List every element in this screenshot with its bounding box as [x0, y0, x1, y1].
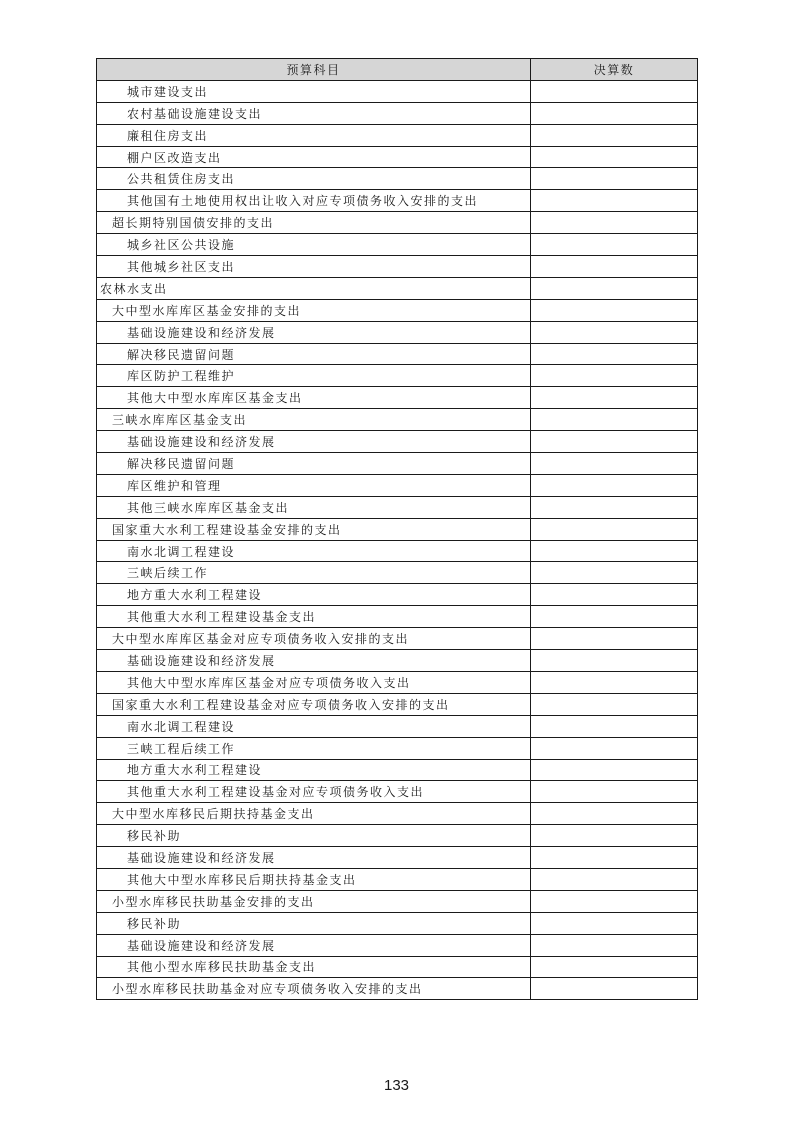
final-amount-cell [531, 234, 698, 256]
budget-subject-cell: 廉租住房支出 [97, 124, 531, 146]
budget-subject-cell: 大中型水库库区基金安排的支出 [97, 299, 531, 321]
budget-subject-cell: 三峡工程后续工作 [97, 737, 531, 759]
final-amount-cell [531, 453, 698, 475]
table-row [97, 102, 698, 124]
final-amount-cell [531, 321, 698, 343]
table-row [97, 606, 698, 628]
final-amount-cell [531, 715, 698, 737]
final-amount-cell [531, 277, 698, 299]
budget-subject-cell: 其他城乡社区支出 [97, 256, 531, 278]
table-row [97, 584, 698, 606]
final-amount-cell [531, 299, 698, 321]
final-amount-cell [531, 825, 698, 847]
budget-subject-cell: 其他三峡水库库区基金支出 [97, 496, 531, 518]
table-row [97, 825, 698, 847]
table-row [97, 781, 698, 803]
final-amount-cell [531, 890, 698, 912]
budget-subject-cell: 其他重大水利工程建设基金支出 [97, 606, 531, 628]
budget-subject-cell: 移民补助 [97, 912, 531, 934]
table-row [97, 671, 698, 693]
table-row [97, 803, 698, 825]
final-amount-cell [531, 212, 698, 234]
final-amount-cell [531, 912, 698, 934]
final-amount-cell [531, 956, 698, 978]
budget-subject-cell: 其他大中型水库移民后期扶持基金支出 [97, 868, 531, 890]
budget-subject-cell: 基础设施建设和经济发展 [97, 321, 531, 343]
final-amount-cell [531, 102, 698, 124]
table-row [97, 562, 698, 584]
budget-subject-cell: 地方重大水利工程建设 [97, 584, 531, 606]
table-row [97, 234, 698, 256]
budget-subject-cell: 南水北调工程建设 [97, 540, 531, 562]
final-amount-cell [531, 518, 698, 540]
header-final-amount: 决算数 [531, 59, 698, 81]
budget-subject-cell: 国家重大水利工程建设基金对应专项债务收入安排的支出 [97, 693, 531, 715]
budget-subject-cell: 其他小型水库移民扶助基金支出 [97, 956, 531, 978]
final-amount-cell [531, 409, 698, 431]
table-row [97, 868, 698, 890]
table-row [97, 343, 698, 365]
final-amount-cell [531, 562, 698, 584]
final-amount-cell [531, 80, 698, 102]
final-amount-cell [531, 737, 698, 759]
budget-subject-cell: 基础设施建设和经济发展 [97, 847, 531, 869]
budget-subject-cell: 国家重大水利工程建设基金安排的支出 [97, 518, 531, 540]
table-row [97, 496, 698, 518]
final-amount-cell [531, 978, 698, 1000]
final-amount-cell [531, 496, 698, 518]
table-row [97, 80, 698, 102]
budget-subject-cell: 南水北调工程建设 [97, 715, 531, 737]
final-amount-cell [531, 803, 698, 825]
table-row [97, 168, 698, 190]
table-row [97, 540, 698, 562]
budget-subject-cell: 农林水支出 [97, 277, 531, 299]
final-amount-cell [531, 606, 698, 628]
table-row [97, 277, 698, 299]
table-row [97, 256, 698, 278]
budget-table [96, 58, 698, 1000]
final-amount-cell [531, 868, 698, 890]
budget-subject-cell: 棚户区改造支出 [97, 146, 531, 168]
budget-subject-cell: 库区维护和管理 [97, 474, 531, 496]
final-amount-cell [531, 387, 698, 409]
final-amount-cell [531, 693, 698, 715]
table-row [97, 650, 698, 672]
final-amount-cell [531, 124, 698, 146]
budget-subject-cell: 三峡水库库区基金支出 [97, 409, 531, 431]
table-row [97, 956, 698, 978]
budget-subject-cell: 解决移民遗留问题 [97, 453, 531, 475]
final-amount-cell [531, 759, 698, 781]
table-row [97, 321, 698, 343]
budget-subject-cell: 农村基础设施建设支出 [97, 102, 531, 124]
final-amount-cell [531, 256, 698, 278]
budget-subject-cell: 大中型水库库区基金对应专项债务收入安排的支出 [97, 628, 531, 650]
table-row [97, 387, 698, 409]
final-amount-cell [531, 584, 698, 606]
budget-subject-cell: 其他重大水利工程建设基金对应专项债务收入支出 [97, 781, 531, 803]
table-row [97, 934, 698, 956]
budget-subject-cell: 三峡后续工作 [97, 562, 531, 584]
final-amount-cell [531, 650, 698, 672]
final-amount-cell [531, 474, 698, 496]
table-row [97, 453, 698, 475]
budget-subject-cell: 解决移民遗留问题 [97, 343, 531, 365]
table-row [97, 715, 698, 737]
final-amount-cell [531, 168, 698, 190]
budget-subject-cell: 其他国有土地使用权出让收入对应专项债务收入安排的支出 [97, 190, 531, 212]
page-number: 133 [383, 1077, 410, 1094]
budget-subject-cell: 城乡社区公共设施 [97, 234, 531, 256]
budget-subject-cell: 基础设施建设和经济发展 [97, 650, 531, 672]
budget-subject-cell: 其他大中型水库库区基金对应专项债务收入支出 [97, 671, 531, 693]
final-amount-cell [531, 781, 698, 803]
budget-subject-cell: 库区防护工程维护 [97, 365, 531, 387]
final-amount-cell [531, 847, 698, 869]
table-row [97, 628, 698, 650]
table-row [97, 847, 698, 869]
budget-subject-cell: 小型水库移民扶助基金对应专项债务收入安排的支出 [97, 978, 531, 1000]
table-row [97, 409, 698, 431]
budget-subject-cell: 小型水库移民扶助基金安排的支出 [97, 890, 531, 912]
final-amount-cell [531, 431, 698, 453]
budget-subject-cell: 移民补助 [97, 825, 531, 847]
budget-subject-cell: 超长期特别国债安排的支出 [97, 212, 531, 234]
table-row [97, 518, 698, 540]
budget-subject-cell: 公共租赁住房支出 [97, 168, 531, 190]
budget-subject-cell: 基础设施建设和经济发展 [97, 934, 531, 956]
header-row [97, 59, 698, 81]
table-body [97, 80, 698, 999]
final-amount-cell [531, 934, 698, 956]
table-row [97, 474, 698, 496]
table-row [97, 737, 698, 759]
budget-subject-cell: 其他大中型水库库区基金支出 [97, 387, 531, 409]
table-row [97, 212, 698, 234]
final-amount-cell [531, 671, 698, 693]
final-amount-cell [531, 365, 698, 387]
table-row [97, 693, 698, 715]
final-amount-cell [531, 190, 698, 212]
table-row [97, 146, 698, 168]
table-row [97, 890, 698, 912]
table-row [97, 124, 698, 146]
final-amount-cell [531, 146, 698, 168]
budget-subject-cell: 大中型水库移民后期扶持基金支出 [97, 803, 531, 825]
table-row [97, 978, 698, 1000]
budget-subject-cell: 地方重大水利工程建设 [97, 759, 531, 781]
table-row [97, 431, 698, 453]
budget-subject-cell: 城市建设支出 [97, 80, 531, 102]
table-row [97, 759, 698, 781]
header-budget-subject: 预算科目 [97, 59, 531, 81]
final-amount-cell [531, 343, 698, 365]
final-amount-cell [531, 540, 698, 562]
table-row [97, 912, 698, 934]
budget-subject-cell: 基础设施建设和经济发展 [97, 431, 531, 453]
table-row [97, 299, 698, 321]
table-row [97, 190, 698, 212]
table-header [97, 59, 698, 81]
table-row [97, 365, 698, 387]
final-amount-cell [531, 628, 698, 650]
